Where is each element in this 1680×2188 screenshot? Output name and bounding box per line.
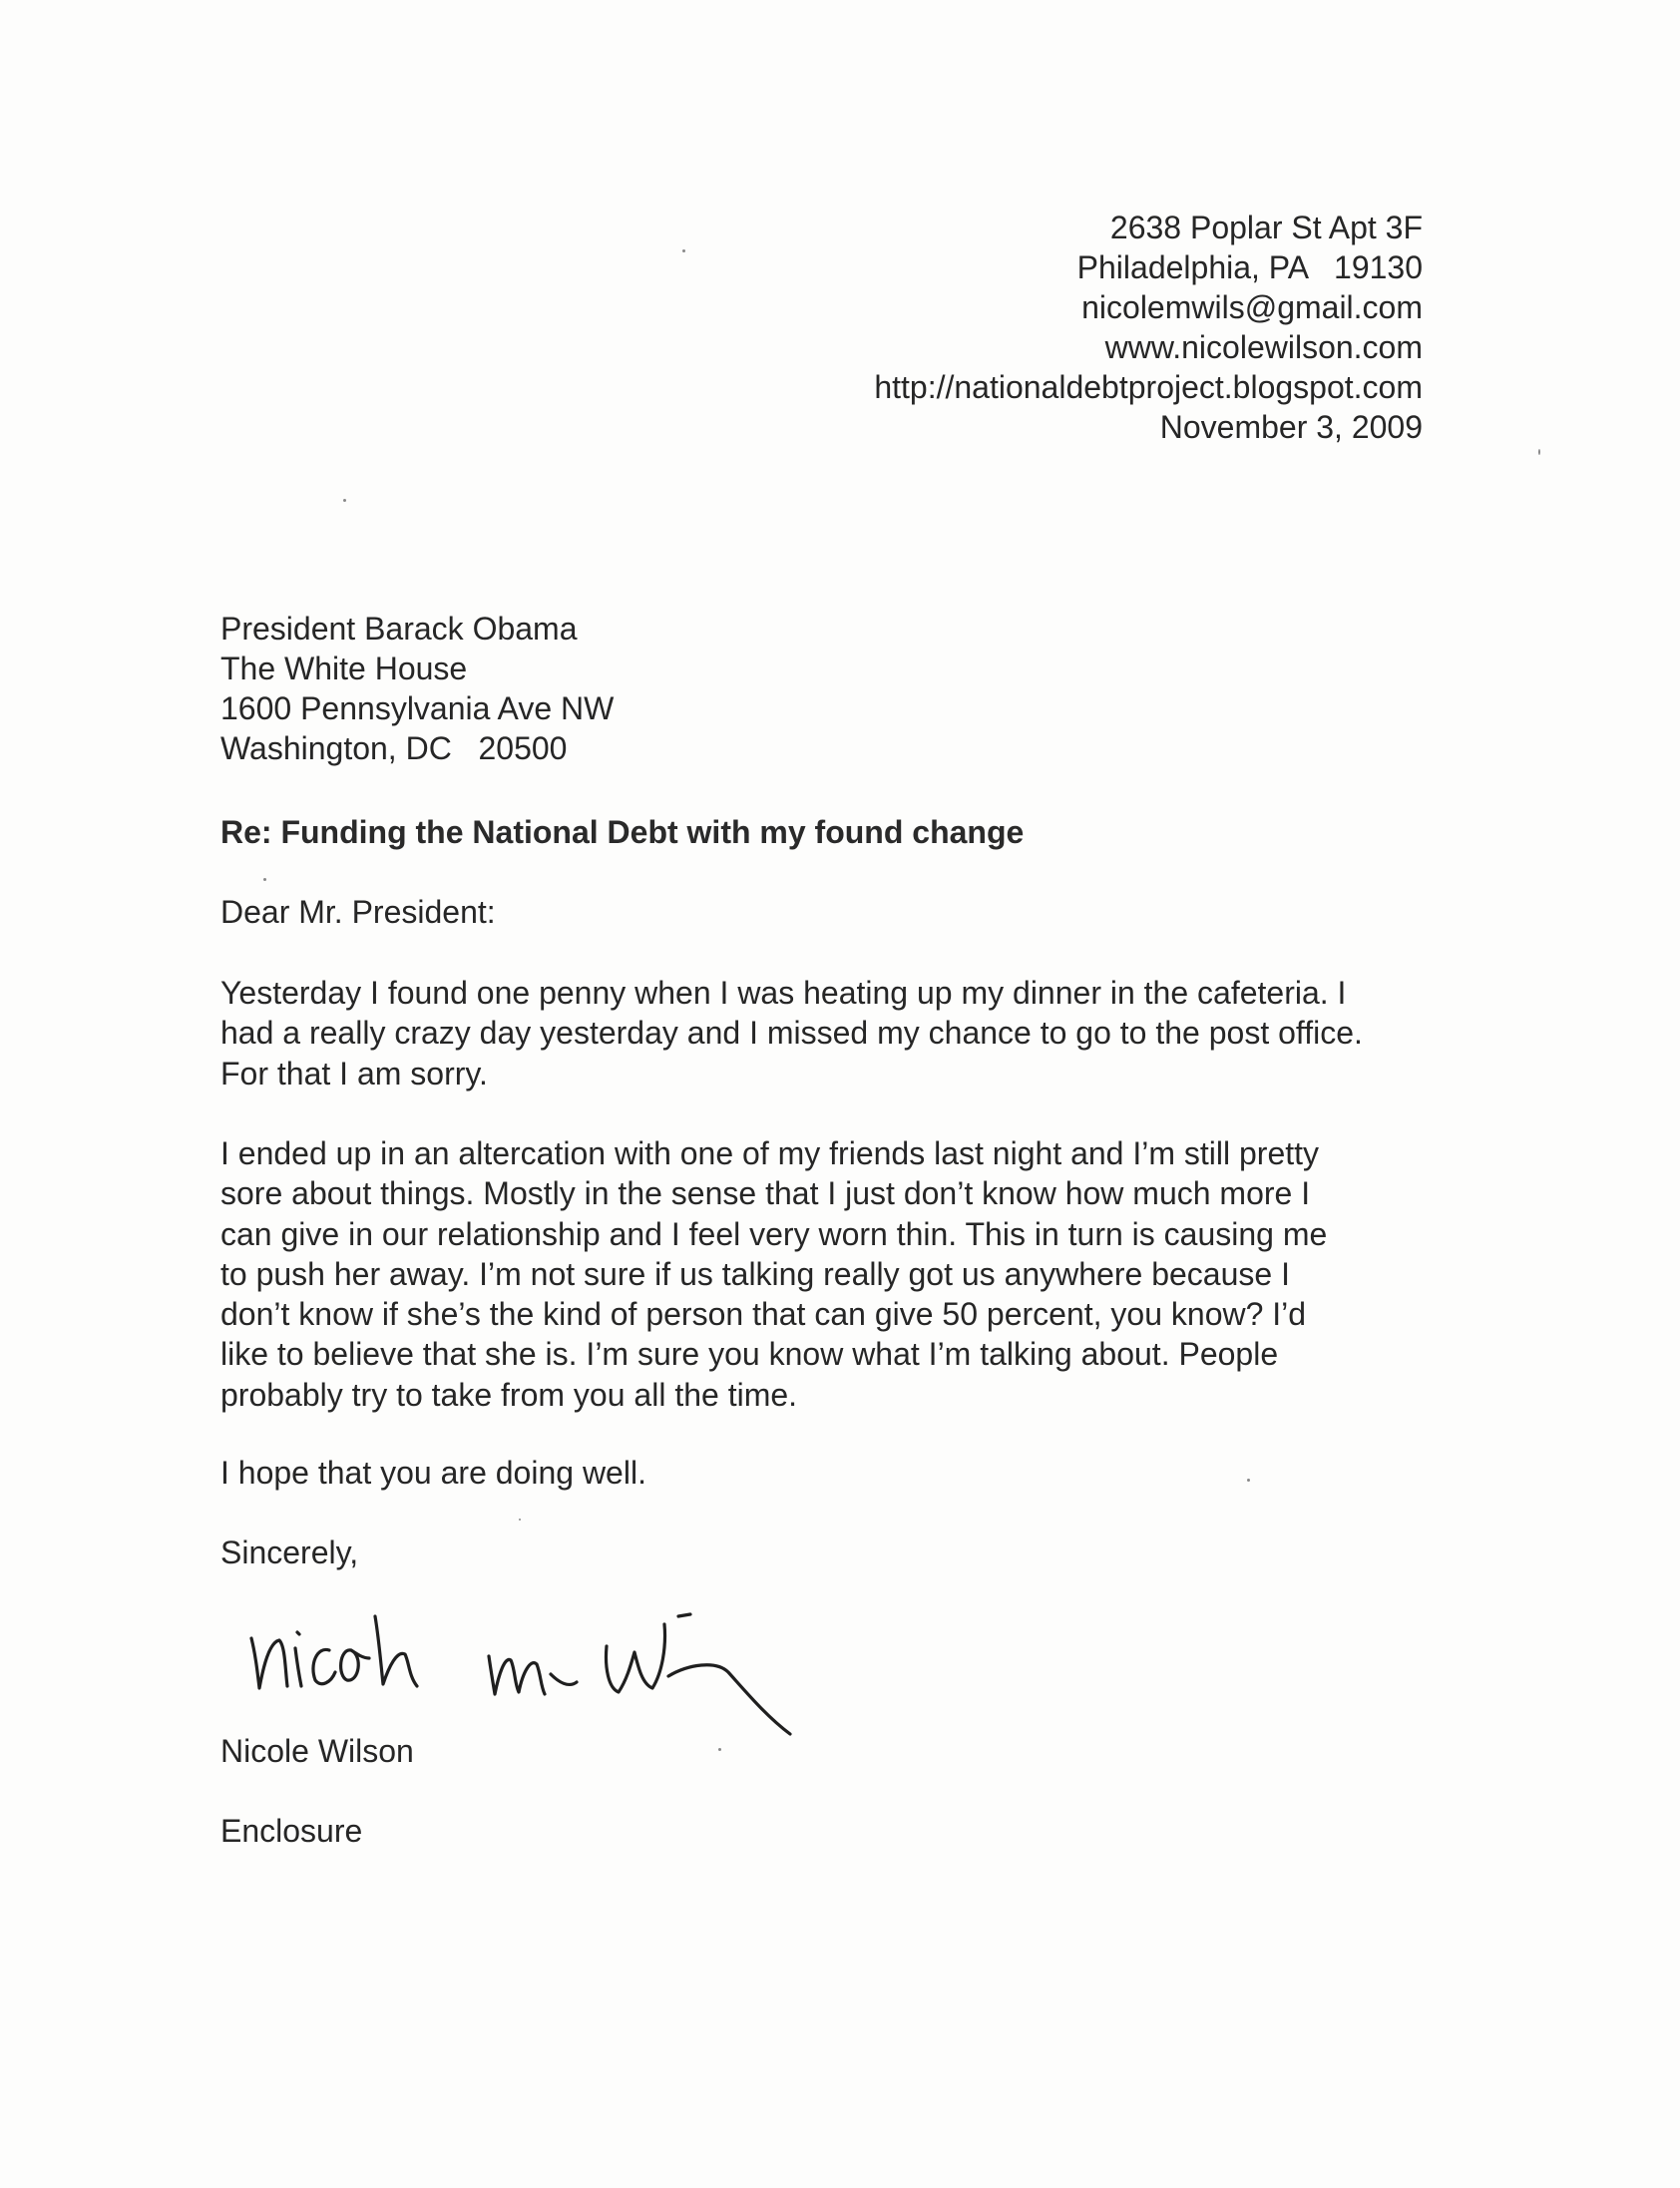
body-paragraph-2 <box>220 1133 1327 1415</box>
handwritten-signature <box>239 1576 838 1736</box>
sender-address-block <box>874 208 1423 447</box>
scan-speck <box>1538 449 1540 455</box>
scan-speck <box>1247 1479 1250 1482</box>
body-line: probably try to take from you all the time. <box>220 1376 798 1413</box>
body-line: like to believe that she is. I’m sure you know what I’m talking about. People <box>220 1336 1279 1373</box>
sender-email: nicolemwils@gmail.com <box>1081 289 1423 325</box>
recipient-name: President Barack Obama <box>220 611 578 647</box>
sender-street: 2638 Poplar St Apt 3F <box>1109 210 1423 245</box>
body-paragraph-1 <box>220 973 1363 1094</box>
body-line: Yesterday I found one penny when I was heating up my dinner in the cafeteria. I <box>220 975 1347 1011</box>
body-line: don’t know if she’s the kind of person that can give 50 percent, you know? I’d <box>220 1296 1307 1333</box>
body-line: can give in our relationship and I feel very worn thin. This in turn is causing me <box>220 1215 1328 1252</box>
letter-date: November 3, 2009 <box>1159 409 1423 445</box>
body-line: I hope that you are doing well. <box>220 1455 646 1491</box>
scan-speck <box>343 499 346 502</box>
recipient-city-state-zip: Washington, DC 20500 <box>220 730 568 766</box>
recipient-address-block <box>220 609 614 768</box>
body-paragraph-3 <box>220 1453 646 1493</box>
sender-blog-url: http://nationaldebtproject.blogspot.com <box>874 369 1423 405</box>
sender-city-state-zip: Philadelphia, PA 19130 <box>1076 249 1423 285</box>
signer-name: Nicole Wilson <box>220 1733 414 1769</box>
closing: Sincerely, <box>220 1534 359 1570</box>
body-line: had a really crazy day yesterday and I missed my chance to go to the post office. <box>220 1015 1363 1052</box>
scan-speck <box>519 1519 521 1521</box>
body-line: sore about things. Mostly in the sense that I just don’t know how much more I <box>220 1175 1311 1212</box>
body-line: For that I am sorry. <box>220 1055 488 1092</box>
salutation: Dear Mr. President: <box>220 894 496 930</box>
body-line: I ended up in an altercation with one of my friends last night and I’m still pretty <box>220 1135 1320 1171</box>
recipient-organization: The White House <box>220 651 468 686</box>
enclosure-note: Enclosure <box>220 1813 363 1849</box>
recipient-street: 1600 Pennsylvania Ave NW <box>220 690 615 726</box>
scan-speck <box>263 878 266 881</box>
subject-line: Re: Funding the National Debt with my found change <box>220 814 1025 850</box>
sender-website: www.nicolewilson.com <box>1104 329 1423 365</box>
scan-speck <box>718 1748 721 1751</box>
body-line: to push her away. I’m not sure if us talking really got us anywhere because I <box>220 1255 1290 1292</box>
scan-speck <box>682 249 685 252</box>
